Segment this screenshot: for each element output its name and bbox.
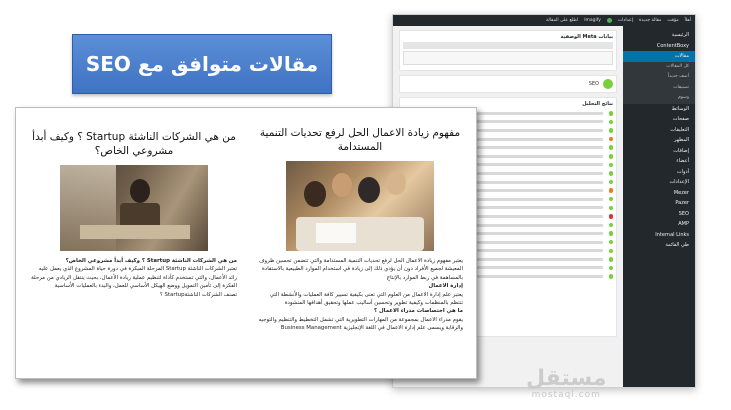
article-column-right bbox=[255, 108, 465, 333]
sidebar-item[interactable] bbox=[623, 93, 695, 104]
paragraph: يعتبر مفهوم زيادة الاعمال الحل لرفع تحديات التنمية المستدامة والتي تتضمن تحسين ظروف المعيشة لجميع الأفراد دون أن يؤدي ذلك إلى زيادة في استخدام الموارد الطبيعية بالاستفادة بالمساهمة في ربط الموارد بالإنتاج bbox=[258, 258, 463, 281]
status-bullet-icon bbox=[609, 266, 614, 271]
sidebar-item-label: المظهر bbox=[674, 137, 689, 143]
article-body-left bbox=[29, 257, 239, 299]
article-title-right: مفهوم زيادة الاعمال الحل لرفع تحديات التنمية المستدامة bbox=[259, 127, 461, 153]
topbar-item[interactable]: اطلع على المقالة bbox=[546, 18, 579, 23]
sub-heading: من هي الشركات الناشئة Startup ؟ وكيف أبدأ مشروعي الخاص؟ bbox=[65, 258, 237, 264]
topbar-item[interactable]: مقالة جديدة bbox=[638, 18, 662, 23]
admin-sidebar bbox=[623, 26, 695, 387]
status-bullet-icon bbox=[609, 223, 614, 228]
sidebar-item-label: أدوات bbox=[676, 168, 689, 175]
sidebar-item-label: مقالات bbox=[674, 53, 689, 59]
meta-input[interactable] bbox=[403, 42, 613, 49]
paragraph: يعتبر علم إدارة الاعمال من العلوم التي تعنى بكيفية تسيير كافة العمليات والأنشطة التي تنتظم بالمنظمات وكيفية تطوير وتحسين أساليب عملها وتحقيق أهدافها المنشودة bbox=[269, 291, 463, 307]
status-bullet-icon bbox=[609, 111, 614, 116]
sidebar-item[interactable] bbox=[623, 209, 695, 220]
status-bullet-icon bbox=[609, 197, 614, 202]
topbar-item[interactable]: مؤقت bbox=[667, 18, 679, 23]
seo-score-box: SEO bbox=[399, 75, 617, 93]
sidebar-item[interactable] bbox=[623, 198, 695, 209]
sidebar-item-label: الوسائط bbox=[671, 105, 689, 112]
status-bullet-icon bbox=[609, 145, 614, 150]
sidebar-item-label: الرئيسية bbox=[671, 32, 689, 38]
sidebar-item-label: AMP bbox=[678, 221, 689, 227]
sidebar-item[interactable] bbox=[623, 135, 695, 146]
status-bullet-icon bbox=[609, 163, 614, 168]
status-bullet-icon bbox=[609, 274, 614, 279]
sidebar-item[interactable] bbox=[623, 188, 695, 199]
sidebar-item-label: الإعدادات bbox=[669, 179, 689, 185]
status-bullet-icon bbox=[609, 128, 614, 133]
status-bullet-icon bbox=[609, 214, 614, 219]
sidebar-item-label: التعليقات bbox=[670, 126, 689, 133]
status-dot-icon bbox=[607, 18, 612, 23]
office-photo bbox=[60, 165, 208, 251]
watermark-arabic: مستقل bbox=[526, 366, 607, 391]
watermark-latin: mostaql.com bbox=[531, 390, 601, 400]
sidebar-item-label: كل المقالات bbox=[666, 63, 689, 69]
sidebar-item-label: Internal Links bbox=[655, 231, 689, 238]
sidebar-item[interactable] bbox=[623, 219, 695, 230]
sidebar-item[interactable] bbox=[623, 41, 695, 52]
paragraph: تعتبر الشركات الناشئة Startup المرحلة المبكرة في دورة حياة المشروع الذي يعمل عليه رائد الأعمال، والتي تستخدم كأداة لتنظيم عملية ريادة الأعمال، بحيث ينتقل الريادي من مرحلة الفكرة إلى تأمين التمويل ووضع الهيكل الأساسي للعمل، والبدء بالعمليات الأساسية bbox=[31, 266, 237, 290]
sidebar-item-label: ContentBoxy bbox=[656, 42, 689, 49]
sidebar-item[interactable] bbox=[623, 125, 695, 136]
sidebar-item[interactable] bbox=[623, 72, 695, 83]
sidebar-item-label: وسوم bbox=[677, 95, 689, 100]
article-document bbox=[15, 107, 477, 379]
sidebar-item[interactable] bbox=[623, 146, 695, 157]
sidebar-item[interactable] bbox=[623, 30, 695, 41]
sidebar-item[interactable] bbox=[623, 230, 695, 241]
sidebar-item[interactable] bbox=[623, 167, 695, 178]
sidebar-item[interactable] bbox=[623, 104, 695, 115]
sidebar-item-label: SEO bbox=[678, 210, 689, 217]
sidebar-item[interactable] bbox=[623, 62, 695, 73]
article-column-left bbox=[29, 108, 239, 299]
topbar-item[interactable]: إعدادات bbox=[617, 18, 633, 23]
sidebar-item[interactable] bbox=[623, 177, 695, 188]
meta-box-title: بيانات Meta الوصفية bbox=[560, 34, 613, 40]
watermark-logo bbox=[526, 368, 606, 400]
status-bullet-icon bbox=[609, 137, 614, 142]
topbar-item[interactable]: أهلاً bbox=[684, 18, 691, 23]
status-bullet-icon bbox=[609, 180, 614, 185]
banner-title: مقالات متوافق مع SEO bbox=[72, 34, 332, 94]
seo-score-icon bbox=[603, 79, 613, 89]
team-photo bbox=[286, 161, 434, 251]
sidebar-item-label: صفحات bbox=[672, 116, 689, 122]
meta-box bbox=[399, 30, 617, 71]
status-bullet-icon bbox=[609, 231, 614, 236]
sidebar-item-label: تصنيفات bbox=[673, 84, 689, 90]
sidebar-item-label: Pazer bbox=[675, 200, 689, 206]
sub-heading: ما هي اختصاصات مدراء الاعمال ؟ bbox=[373, 308, 463, 315]
admin-topbar bbox=[393, 15, 695, 26]
sub-heading: إدارة الاعمال bbox=[428, 283, 463, 290]
status-bullet-icon bbox=[609, 120, 614, 125]
article-title-left: من هي الشركات الناشئة Startup ؟ وكيف أبدأ مشروعي الخاص؟ bbox=[32, 131, 236, 157]
sidebar-item[interactable] bbox=[623, 114, 695, 125]
article-body-right bbox=[255, 257, 465, 333]
sidebar-item[interactable] bbox=[623, 51, 695, 62]
status-bullet-icon bbox=[609, 240, 614, 245]
status-bullet-icon bbox=[609, 206, 614, 211]
sidebar-item[interactable] bbox=[623, 240, 695, 251]
status-bullet-icon bbox=[609, 154, 614, 159]
status-bullet-icon bbox=[609, 257, 614, 262]
sidebar-item[interactable] bbox=[623, 83, 695, 94]
meta-description[interactable] bbox=[403, 51, 613, 65]
sidebar-item-label: أعضاء bbox=[676, 158, 689, 164]
paragraph: تصنف الشركات الناشئةStartup ؟ bbox=[159, 291, 237, 298]
sidebar-item-label: أضف جديداً bbox=[667, 74, 689, 79]
status-bullet-icon bbox=[609, 188, 614, 193]
analysis-title: نتائج التحليل bbox=[582, 101, 613, 107]
sidebar-item[interactable] bbox=[623, 156, 695, 167]
status-bullet-icon bbox=[609, 171, 614, 176]
paragraph: يقوم مدراء الاعمال بمجموعة من المهارات التطويرية التي تشمل التخطيط والتنظيم والتوجيه والرقابة ويسمى علم إدارة الاعمال في اللغة الإنجليزية Business Management bbox=[258, 316, 463, 332]
sidebar-item-label: Mezer bbox=[673, 189, 689, 196]
topbar-item[interactable]: Imagify bbox=[584, 18, 601, 23]
sidebar-item-label: إضافات bbox=[673, 147, 689, 154]
status-bullet-icon bbox=[609, 249, 614, 254]
sidebar-item-label: طي القائمة bbox=[665, 242, 689, 248]
